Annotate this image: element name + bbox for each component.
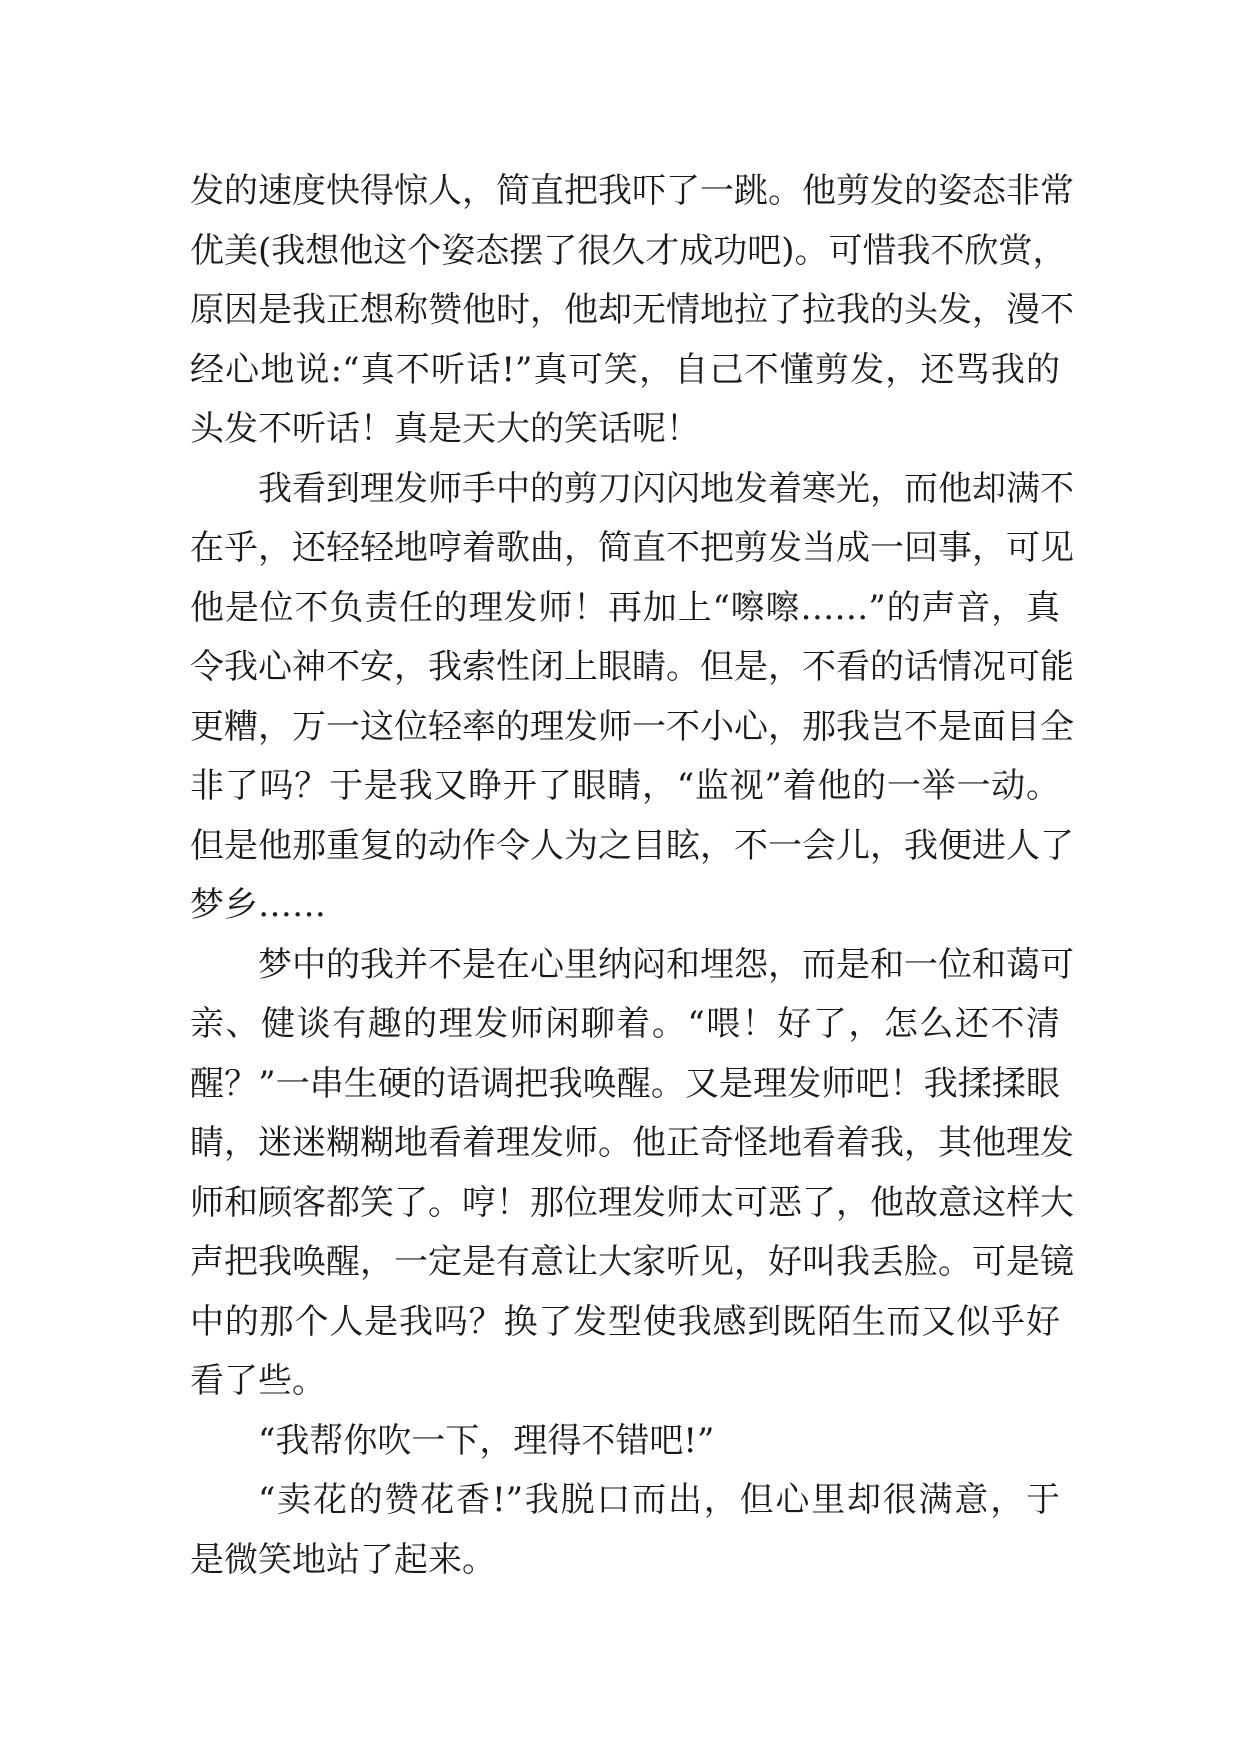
text-line: 睛，迷迷糊糊地看着理发师。他正奇怪地看着我，其他理发	[190, 1123, 1074, 1163]
text-line: 梦中的我并不是在心里纳闷和埋怨，而是和一位和蔼可	[258, 944, 1074, 985]
text-line: 优美(我想他这个姿态摆了很久才成功吧)。可惜我不欣赏，	[190, 230, 1067, 271]
text-line: 但是他那重复的动作令人为之目眩，不一会儿，我便进人了	[190, 825, 1074, 866]
text-line: “卖花的赞花香!”我脱口而出，但心里却很满意，于	[258, 1480, 1060, 1520]
paragraph-1	[190, 162, 1074, 460]
text-line: 师和顾客都笑了。哼！那位理发师太可恶了，他故意这样大	[190, 1182, 1074, 1223]
essay-body	[190, 162, 1074, 1590]
text-line: 中的那个人是我吗？换了发型使我感到既陌生而又似乎好	[190, 1301, 1060, 1342]
text-line: 经心地说:“真不听话!”真可笑，自己不懂剪发，还骂我的	[190, 349, 1060, 390]
text-line: 声把我唤醒，一定是有意让大家听见，好叫我丢脸。可是镜	[190, 1242, 1074, 1282]
text-line: 发的速度快得惊人，简直把我吓了一跳。他剪发的姿态非常	[190, 171, 1074, 211]
paragraph-5	[190, 1471, 1060, 1590]
text-line: 我看到理发师手中的剪刀闪闪地发着寒光，而他却满不	[258, 468, 1074, 509]
text-line: 梦乡……	[190, 885, 326, 925]
paragraph-2	[190, 460, 1074, 936]
text-line: 亲、健谈有趣的理发师闲聊着。“喂！好了，怎么还不清	[190, 1004, 1060, 1044]
text-line: “我帮你吹一下，理得不错吧!”	[258, 1420, 715, 1461]
text-line: 原因是我正想称赞他时，他却无情地拉了拉我的头发，漫不	[190, 290, 1074, 330]
text-line: 醒？”一串生硬的语调把我唤醒。又是理发师吧！我揉揉眼	[190, 1063, 1060, 1104]
paragraph-3	[190, 936, 1074, 1412]
text-line: 非了吗？于是我又睁开了眼睛，“监视”着他的一举一动。	[190, 766, 1060, 806]
text-line: 头发不听话！真是天大的笑话呢！	[190, 409, 700, 449]
text-line: 令我心神不安，我索性闭上眼睛。但是，不看的话情况可能	[190, 647, 1074, 687]
paragraph-4	[190, 1412, 1060, 1472]
text-line: 是微笑地站了起来。	[190, 1539, 496, 1580]
text-line: 他是位不负责任的理发师！再加上“嚓嚓……”的声音，真	[190, 587, 1060, 628]
text-line: 在乎，还轻轻地哼着歌曲，简直不把剪发当成一回事，可见	[190, 528, 1074, 568]
text-line: 看了些。	[190, 1361, 326, 1401]
text-line: 更糟，万一这位轻率的理发师一不小心，那我岂不是面目全	[190, 706, 1074, 747]
